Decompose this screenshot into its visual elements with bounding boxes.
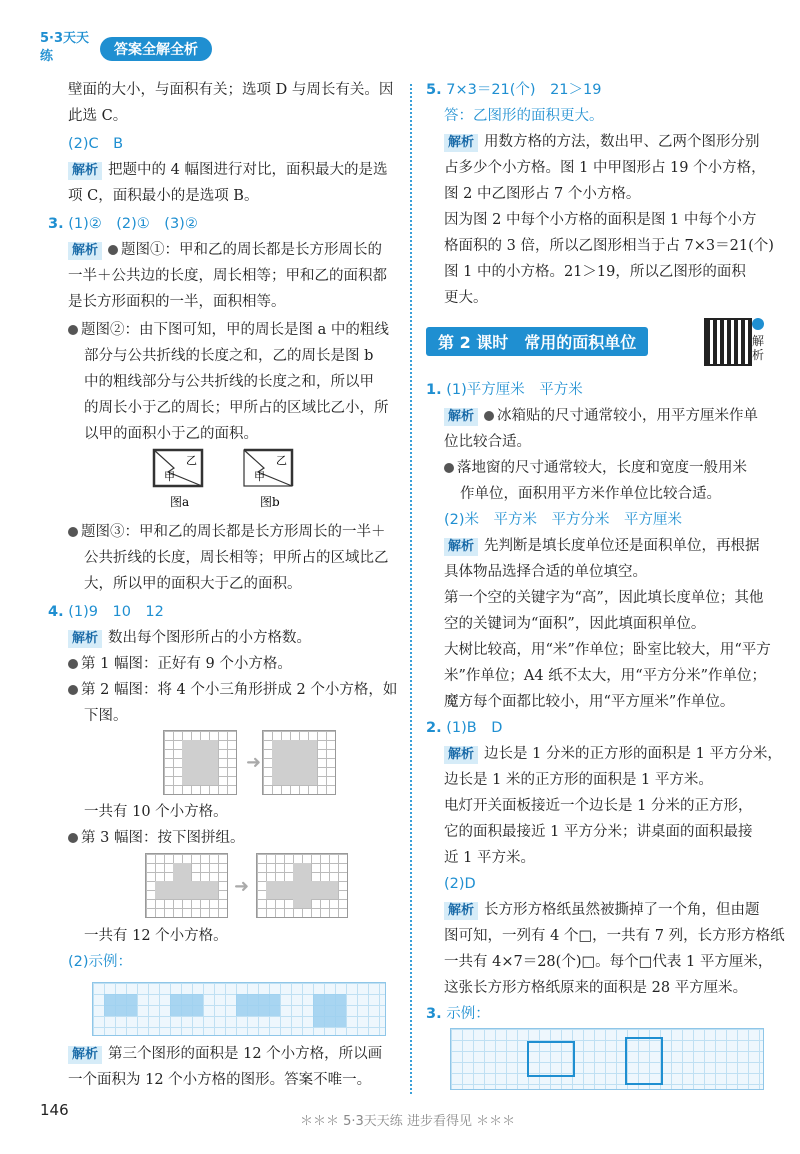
analysis-line: 解析 题图①：甲和乙的周长都是长方形周长的 [68,240,382,260]
text-line: 这张长方形方格纸原来的面积是 28 平方厘米。 [444,980,748,996]
text-line: 位比较合适。 [444,434,531,450]
analysis-tag: 解析 [68,162,102,180]
arrow-right-icon: ➜ [246,752,262,773]
answer: (2)D [444,876,476,892]
text-line: 米”作单位；A4 纸不太大，用“平方分米”作单位； [444,668,767,684]
label-jia: 甲 [254,470,265,483]
text-line: 电灯开关面板接近一个边长是 1 分米的正方形， [444,798,753,814]
analysis-line: 解析 长方形方格纸虽然被撕掉了一个角，但由题 [444,900,760,920]
text-line: 一个面积为 12 个小方格的图形。答案不唯一。 [68,1072,372,1088]
text-line: 占多少个小方格。图 1 中甲图形占 19 个小方格， [444,160,766,176]
text-line: 它的面积最接近 1 平方分米；讲桌面的面积最接 [444,824,753,840]
text-line: 一共有 4×7＝28(个)□。每个□代表 1 平方厘米， [444,954,773,970]
text-line: 部分与公共折线的长度之和，乙的周长是图 b [84,348,374,364]
question-3-answer: 3. (1)② (2)① (3)② [48,216,198,232]
analysis-line: 解析 把题中的 4 幅图进行对比，面积最大的是选 [68,160,387,180]
section-2-answer: 2. (1)B D [426,720,503,736]
bulb-icon [108,245,118,255]
answer: (2)米 平方米 平方分米 平方厘米 [444,512,683,528]
text-line: 更大。 [444,290,488,306]
analysis-line: 解析 冰箱贴的尺寸通常较小，用平方厘米作单 [444,406,758,426]
bulb-icon [68,325,78,335]
example-grid [450,1028,764,1090]
text-line: 图可知，一列有 4 个□，一共有 7 列，长方形方格纸 [444,928,785,944]
text-line: 以甲的面积小于乙的面积。 [84,426,258,442]
bulb-icon [68,833,78,843]
label-yi: 乙 [186,454,197,467]
column-divider [410,84,412,1094]
bulb-icon [484,411,494,421]
text-line: 项 C，面积最小的是选项 B。 [68,188,259,204]
bulb-icon [68,685,78,695]
analysis-line: 解析 用数方格的方法，数出甲、乙两个图形分别 [444,132,760,152]
text-line: 落地窗的尺寸通常较大，长度和宽度一般用米 [444,458,747,478]
example-grid [92,982,386,1036]
play-icon [752,318,764,330]
text-line: 一共有 12 个小方格。 [84,928,228,944]
example-label: (2)示例： [68,954,133,970]
footer-slogan: ＊＊＊ 5·3天天练 进步看得见 ＊＊＊ [300,1114,516,1129]
header-title: 答案全解全析 [100,37,212,61]
text-line: 一共有 10 个小方格。 [84,804,228,820]
text-line: 作单位，面积用平方米作单位比较合适。 [460,486,721,502]
text-line: 一半＋公共边的长度，周长相等；甲和乙的面积都 [68,268,387,284]
answer: (2)C B [68,136,124,152]
qr-code-icon [704,318,752,366]
text-line: 魔方每个面都比较小，用“平方厘米”作单位。 [444,694,735,710]
analysis-line: 解析 第三个图形的面积是 12 个小方格，所以画 [68,1044,382,1064]
section-3-label: 3. 示例： [426,1006,490,1022]
text-line: 第一个空的关键字为“高”，因此填长度单位；其他 [444,590,764,606]
answer: 答：乙图形的面积更大。 [444,108,604,124]
qr-label: 解析 [752,334,765,362]
label-jia: 甲 [164,470,175,483]
bulb-icon [68,659,78,669]
text-line: 边长是 1 米的正方形的面积是 1 平方米。 [444,772,713,788]
analysis-line: 解析 先判断是填长度单位还是面积单位，再根据 [444,536,760,556]
bulb-icon [68,527,78,537]
text-line: 公共折线的长度，周长相等；甲所占的区域比乙 [84,550,389,566]
question-4-answer: 4. (1)9 10 12 [48,604,164,620]
section-1-answer: 1. (1)平方厘米 平方米 [426,382,583,398]
text-line: 空的关键词为“面积”，因此填面积单位。 [444,616,706,632]
text-line: 图 1 中的小方格。21＞19，所以乙图形的面积 [444,264,746,280]
page-number: 146 [40,1101,69,1119]
grid-figure [145,853,228,918]
text-line: 的周长小于乙的周长；甲所占的区域比乙小，所 [84,400,389,416]
text-line: 第 1 幅图：正好有 9 个小方格。 [68,654,292,674]
text-line: 大，所以甲的面积大于乙的面积。 [84,576,302,592]
label-yi: 乙 [276,454,287,467]
figure-ab [150,448,300,512]
bulb-icon [444,463,454,473]
text-line: 因为图 2 中每个小方格的面积是图 1 中每个小方 [444,212,757,228]
caption-fig-a: 图a [170,495,190,509]
text-line: 近 1 平方米。 [444,850,535,866]
text-line: 壁面的大小，与面积有关；选项 D 与周长有关。因 [68,82,394,98]
text-line: 图 2 中乙图形占 7 个小方格。 [444,186,641,202]
text-line: 格面积的 3 倍，所以乙图形相当于占 7×3＝21(个) [444,238,774,254]
text-line: 题图②：由下图可知，甲的周长是图 a 中的粗线 [68,320,389,340]
text-line: 此选 C。 [68,108,128,124]
text-line: 题图③：甲和乙的周长都是长方形周长的一半＋ [68,522,386,542]
grid-figure [256,853,348,918]
grid-figure [262,730,336,795]
text-line: 大树比较高，用“米”作单位；卧室比较大，用“平方 [444,642,771,658]
lesson-title: 第 2 课时 常用的面积单位 [426,327,648,356]
analysis-line: 解析 边长是 1 分米的正方形的面积是 1 平方分米， [444,744,782,764]
logo: 5·3天天练 [40,31,90,64]
text-line: 具体物品选择合适的单位填空。 [444,564,647,580]
text-line: 中的粗线部分与公共折线的长度之和，所以甲 [84,374,374,390]
text-line: 下图。 [84,708,128,724]
arrow-right-icon: ➜ [234,876,250,897]
text-line: 是长方形面积的一半，面积相等。 [68,294,286,310]
analysis-line: 解析 数出每个图形所占的小方格数。 [68,628,311,648]
caption-fig-b: 图b [260,495,280,509]
question-5-answer: 5. 7×3＝21(个) 21＞19 [426,82,602,98]
text-line: 第 3 幅图：按下图拼组。 [68,828,244,848]
text-line: 第 2 幅图：将 4 个小三角形拼成 2 个小方格，如 [68,680,397,700]
grid-figure [163,730,237,795]
